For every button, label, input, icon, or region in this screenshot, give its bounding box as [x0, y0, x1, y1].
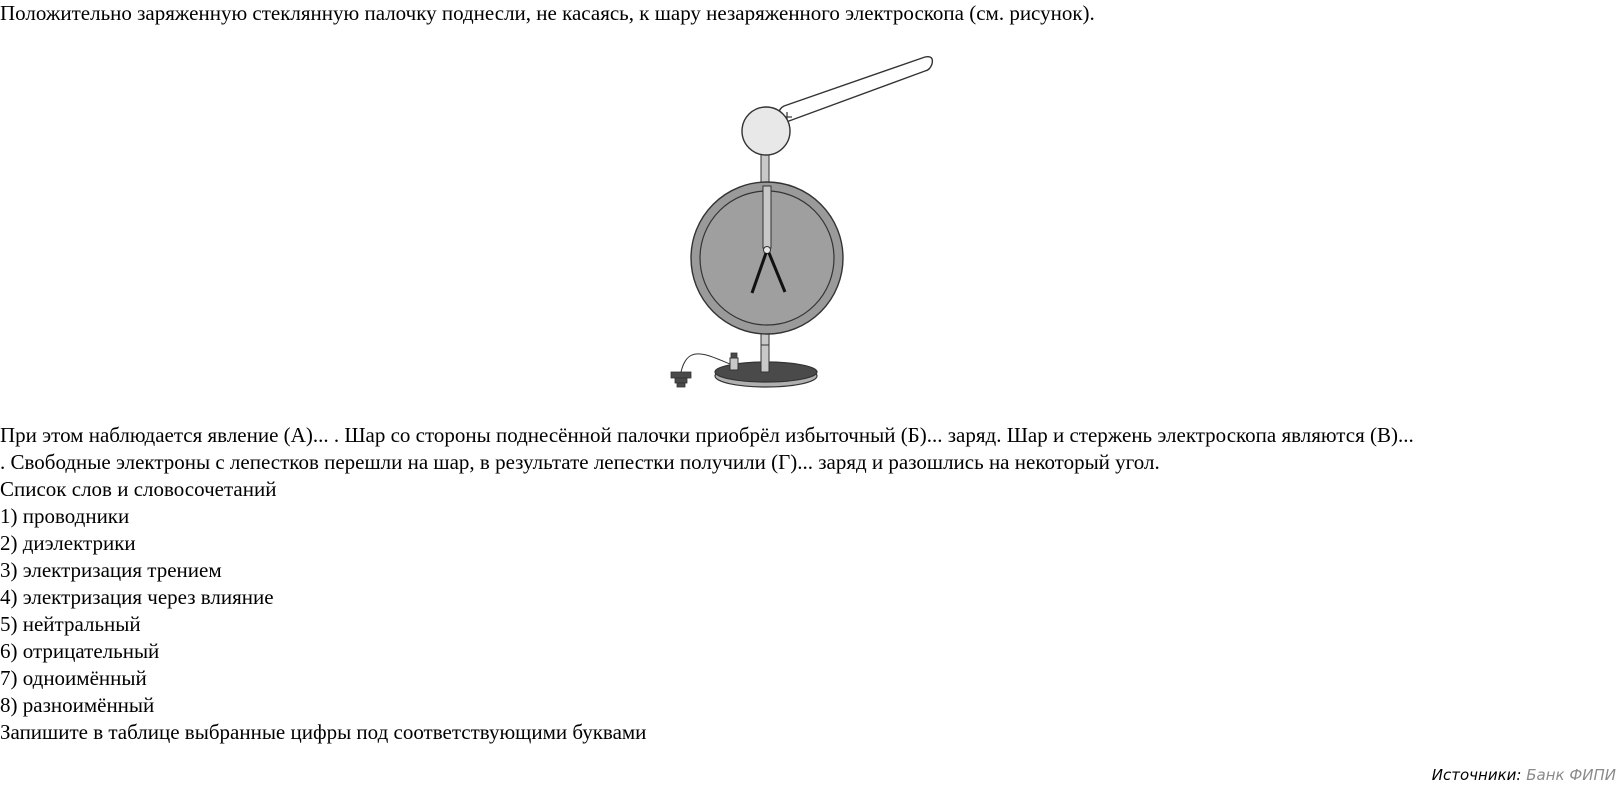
option-item: 2) диэлектрики: [0, 531, 136, 555]
task-instruction: Запишите в таблице выбранные цифры под соответствующими буквами: [0, 720, 647, 744]
option-item: 3) электризация трением: [0, 558, 222, 582]
electroscope-ball-icon: [742, 107, 790, 155]
task-paragraph-line2: . Свободные электроны с лепестков перешли на шар, в результате лепестки получили (Г)... заряд и разошлись на некоторый угол.: [0, 450, 1160, 474]
electroscope-figure: [660, 46, 980, 396]
option-item: 6) отрицательный: [0, 639, 160, 663]
glass-rod-icon: [779, 57, 933, 122]
option-item: 8) разноимённый: [0, 693, 155, 717]
option-item: 7) одноимённый: [0, 666, 147, 690]
task-intro: Положительно заряженную стеклянную палочку поднесли, не касаясь, к шару незаряженного электроскопа (см. рисунок).: [0, 1, 1095, 25]
task-paragraph-line1: При этом наблюдается явление (А)... . Шар со стороны поднесённой палочки приобрёл избыточный (Б)... заряд. Шар и стержень электроскопа являются (В)...: [0, 423, 1414, 447]
option-item: 1) проводники: [0, 504, 130, 528]
sources-link[interactable]: Банк ФИПИ: [1526, 766, 1616, 784]
list-title: Список слов и словосочетаний: [0, 477, 277, 501]
option-item: 4) электризация через влияние: [0, 585, 274, 609]
option-item: 5) нейтральный: [0, 612, 141, 636]
sources-footer: [1432, 766, 1616, 784]
sources-label: Источники:: [1431, 766, 1522, 784]
